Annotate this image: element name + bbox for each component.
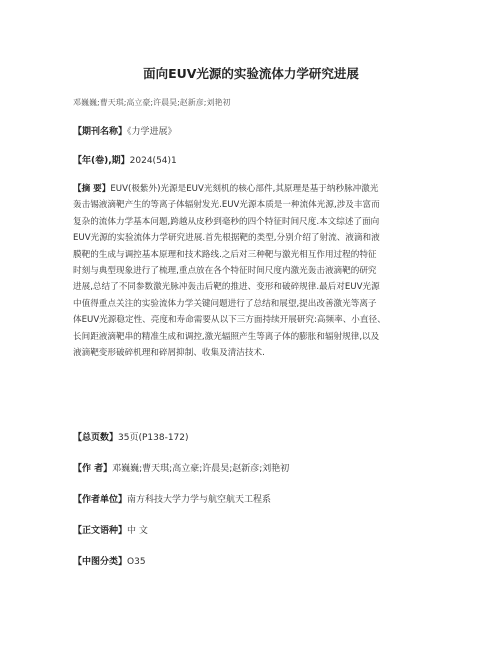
paper-title: 面向EUV光源的实验流体力学研究进展 [143,66,359,81]
pages-field [73,428,189,448]
language-value: 中 文 [127,526,148,536]
journal-field [73,122,177,142]
year-label: 【年(卷),期】 [73,156,130,166]
affiliation-field [73,490,271,510]
abstract-line: 进展,总结了不同参数激光脉冲轰击后靶的推进、变形和破碎规律.最后对EUV光源 [73,282,380,293]
affiliation-value: 南方科技大学力学与航空航天工程系 [127,495,272,505]
abstract-block [73,181,431,361]
author-field [73,459,289,479]
language-field [73,521,148,541]
abstract-line: 液滴靶变形破碎机理和碎屑抑制、收集及清洁技术. [73,347,265,358]
journal-label: 【期刊名称】 [73,127,128,137]
abstract-line: 长间距液滴靶串的精准生成和调控,激光辐照产生等离子体的膨胀和辐射规律,以及 [73,331,380,342]
abstract-line: 膜靶的生成与调控基本原理和技术路线.之后对三种靶与激光相互作用过程的特征 [73,249,377,260]
abstract-line: EUV光源的实验流体力学研究进展.首先根据靶的类型,分别介绍了射流、液滴和液 [73,233,380,244]
year-field [73,151,177,171]
classification-value: O35 [127,557,146,567]
abstract-line: 体EUV光源稳定性、亮度和寿命需要从以下三方面持续开展研究:高频率、小直径、 [73,315,386,326]
year-value: 2024(54)1 [129,156,177,166]
abstract-line: 【摘 要】EUV(极紫外)光源是EUV光刻机的核心部件,其原理是基于纳秒脉冲激光 [73,184,379,194]
abstract-label: 【摘 要】 [73,184,111,194]
language-label: 【正文语种】 [73,526,128,536]
abstract-line: 复杂的流体力学基本问题,跨越从皮秒到毫秒的四个特征时间尺度.本文综述了面向 [73,216,380,227]
abstract-line: 轰击锡液滴靶产生的等离子体辐射发光.EUV光源本质是一种流体光源,涉及丰富而 [73,200,380,211]
journal-value: 《力学进展》 [127,127,177,137]
classification-label: 【中图分类】 [73,557,128,567]
pages-label: 【总页数】 [73,433,119,443]
classification-field [73,552,146,572]
author-field-value: 邓巍巍;曹天琪;高立豪;许晨昊;赵新彦;刘艳初 [112,464,290,474]
abstract-line: 中值得重点关注的实验流体力学关键问题进行了总结和展望,提出改善激光等离子 [73,298,377,309]
author-field-label: 【作 者】 [73,464,113,474]
affiliation-label: 【作者单位】 [73,495,128,505]
author-list: 邓巍巍;曹天琪;高立豪;许晨昊;赵新彦;刘艳初 [73,98,231,107]
pages-value: 35页(P138-172) [118,433,189,443]
abstract-line: 时刻与典型现象进行了梳理,重点放在各个特征时间尺度内激光轰击液滴靶的研究 [73,265,377,276]
